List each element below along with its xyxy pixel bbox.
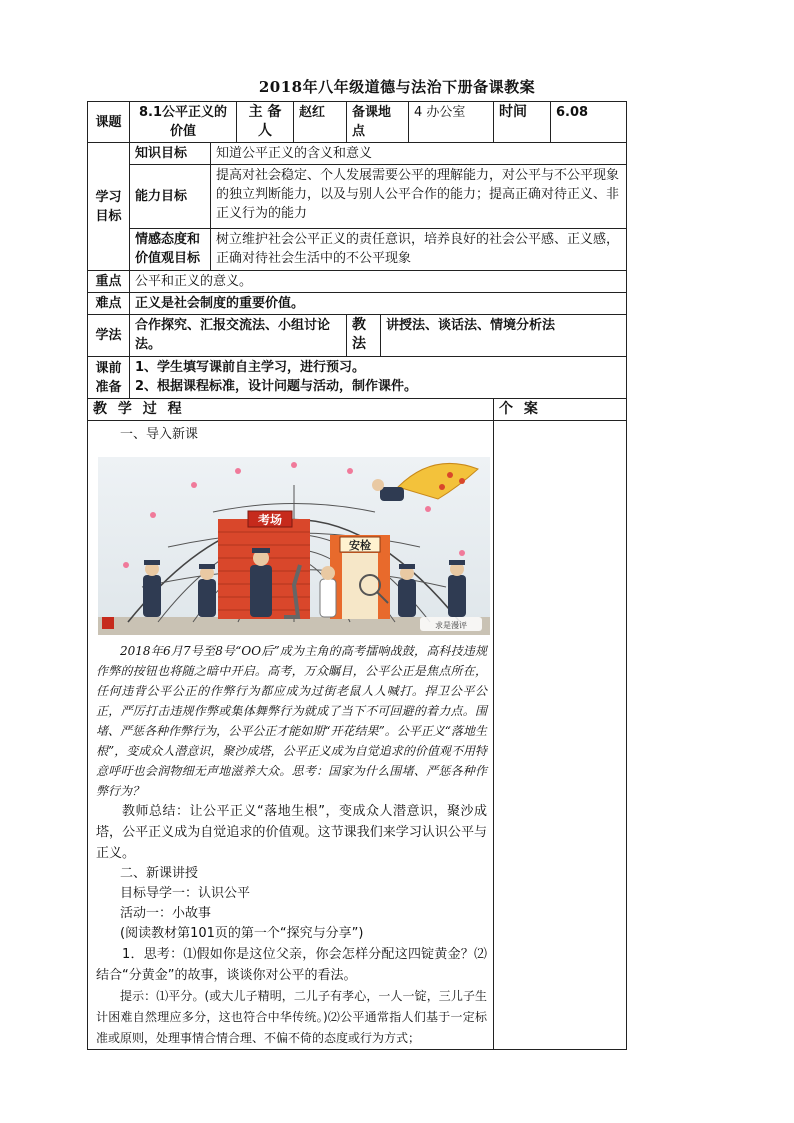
- goal-text-knowledge: 知道公平正义的含义和意义: [211, 143, 627, 165]
- study-method-label: 学法: [88, 315, 130, 357]
- time-value: 6.08: [551, 102, 627, 143]
- place-label: 备课地点: [347, 102, 409, 143]
- teacher-summary: 教师总结：让公平正义“落地生根”，变成众人潜意识，聚沙成塔，公平正义成为自觉追求的价值观。这节课我们来学习认识公平与正义。: [96, 804, 488, 861]
- prep-label: 课前准备: [88, 357, 130, 399]
- goal-text-attitude: 树立维护社会公平正义的责任意识，培养良好的社会公平感、正义感，正确对待社会生活中的不公平现象: [211, 229, 627, 271]
- prep-item: 2、根据课程标准，设计问题与活动，制作课件。: [135, 379, 418, 394]
- preparer-label: 主 备 人: [237, 102, 294, 143]
- goal-name-ability: 能力目标: [130, 165, 211, 229]
- preparer-value: 赵红: [294, 102, 347, 143]
- comic-illustration: [98, 457, 490, 635]
- place-value: 4 办公室: [409, 102, 494, 143]
- think-question: 1．思考：⑴假如你是这位父亲，你会怎样分配这四锭黄金？⑵结合“分黄金”的故事，谈谈你对公平的看法。: [96, 947, 488, 983]
- goal-name-knowledge: 知识目标: [130, 143, 211, 165]
- process-header: 教 学 过 程: [88, 399, 494, 421]
- goal-name-attitude: 情感态度和价值观目标: [130, 229, 211, 271]
- case-notes-cell: [494, 421, 627, 1050]
- time-label: 时间: [494, 102, 551, 143]
- goal-text-ability: 提高对社会稳定、个人发展需要公平的理解能力，对公平与不公平现象的独立判断能力，以及与别人公平合作的能力；提高正确对待正义、非正义行为的能力: [211, 165, 627, 229]
- difficulty-text: 正义是社会制度的重要价值。: [130, 293, 627, 315]
- sign-security: 安检: [349, 539, 371, 552]
- teach-method-text: 讲授法、谈话法、情境分析法: [381, 315, 627, 357]
- lesson-plan-table: [87, 101, 627, 1050]
- intro-paragraph: 2018年6月7号至8号“OO后”成为主角的高考擂响战鼓，高科技违规作弊的按钮也将随之暗中开启。高考，万众瞩目，公平公正是焦点所在，任何违背公平公正的作弊行为都应成为过街老鼠人人喊打。捍卫公平公正，严厉打击违规作弊或集体舞弊行为就成了当下不可回避的着力点。围堵、严惩各种作弊行为，公平公正才能如期“开花结果”。公平正义“落地生根”，变成众人潜意识，聚沙成塔，公平正义成为自觉追求的价值观不用特意呼吁也会润物细无声地滋养大众。思考：国家为什么围堵、严惩各种作弊行为？: [96, 644, 488, 798]
- target-one: 目标导学一：认识公平: [120, 886, 251, 901]
- exam-comic-image: [98, 457, 490, 635]
- key-point-text: 公平和正义的意义。: [130, 271, 627, 293]
- goals-label: 学习目标: [88, 143, 130, 271]
- difficulty-label: 难点: [88, 293, 130, 315]
- reading-instruction: (阅读教材第101页的第一个“探究与分享”): [120, 926, 364, 941]
- subject-value: 8.1公平正义的价值: [130, 102, 237, 143]
- key-point-label: 重点: [88, 271, 130, 293]
- case-header: 个 案: [494, 399, 627, 421]
- intro-heading: 一、导入新课: [120, 427, 199, 442]
- teach-method-label: 教法: [347, 315, 381, 357]
- comic-watermark: 求是漫评: [435, 621, 467, 630]
- hint-text: 提示：⑴平分。(或大儿子精明，二儿子有孝心，一人一锭，三儿子生计困难自然理应多分，这也符合中华传统。)⑵公平通常指人们基于一定标准或原则，处理事情合情合理、不偏不倚的态度或行为方式；: [96, 989, 488, 1045]
- new-lesson-heading: 二、新课讲授: [120, 866, 199, 881]
- subject-label: 课题: [88, 102, 130, 143]
- process-content: [88, 421, 494, 1050]
- prep-item: 1、学生填写课前自主学习，进行预习。: [135, 360, 366, 375]
- study-method-text: 合作探究、汇报交流法、小组讨论法。: [130, 315, 347, 357]
- sign-exam: 考场: [257, 513, 283, 527]
- document-title: 2018年八年级道德与法治下册备课教案: [258, 78, 536, 96]
- activity-one: 活动一：小故事: [120, 906, 212, 921]
